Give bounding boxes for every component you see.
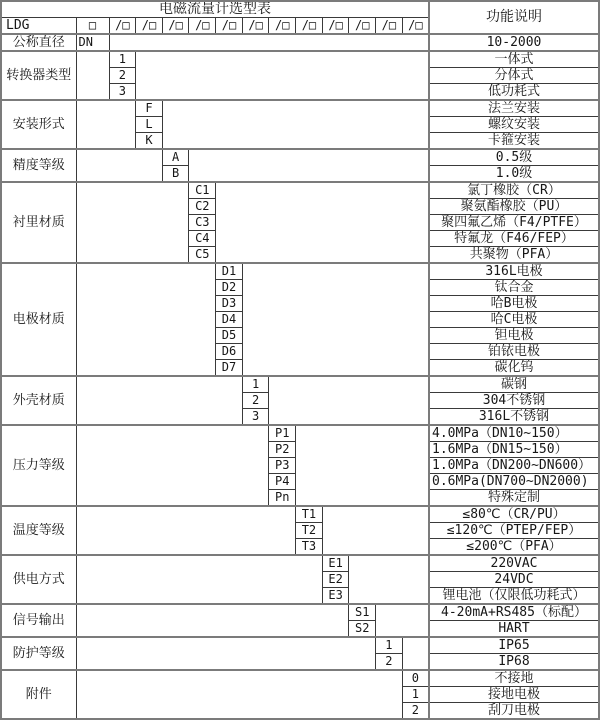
function-value-cell: IP68 xyxy=(429,654,599,671)
code-cell: L xyxy=(136,117,163,133)
spacer-cell xyxy=(189,149,429,182)
spec-row xyxy=(1,555,599,572)
code-cell: D3 xyxy=(216,296,243,312)
code-cell: 1 xyxy=(109,51,136,68)
function-value-cell: 304不锈钢 xyxy=(429,393,599,409)
code-cell: S2 xyxy=(349,621,376,638)
function-value-cell: 卡箍安装 xyxy=(429,133,599,150)
function-value-cell: 10-2000 xyxy=(429,34,599,51)
spacer-cell xyxy=(269,376,429,425)
code-cell: T1 xyxy=(296,506,323,523)
function-value-cell: 刮刀电极 xyxy=(429,703,599,720)
group-label: 安装形式 xyxy=(1,100,76,149)
group-label: 公称直径 xyxy=(1,34,76,51)
function-value-cell: 低功耗式 xyxy=(429,84,599,101)
title-row xyxy=(1,1,599,18)
function-value-cell: 锂电池（仅限低功耗式） xyxy=(429,588,599,605)
spec-row xyxy=(1,604,599,621)
code-cell: P1 xyxy=(269,425,296,442)
model-code-slot: /□ xyxy=(109,18,136,35)
code-cell: S1 xyxy=(349,604,376,621)
group-label: 信号输出 xyxy=(1,604,76,637)
function-value-cell: ≤200℃（PFA） xyxy=(429,539,599,556)
function-value-cell: 24VDC xyxy=(429,572,599,588)
function-value-cell: 0.6MPa(DN700~DN2000) xyxy=(429,474,599,490)
code-cell: D7 xyxy=(216,360,243,377)
group-label: 附件 xyxy=(1,670,76,719)
function-value-cell: 法兰安装 xyxy=(429,100,599,117)
code-cell: P2 xyxy=(269,442,296,458)
spec-row xyxy=(1,425,599,442)
table-title: 电磁流量计选型表 xyxy=(1,1,429,18)
model-code-slot: /□ xyxy=(402,18,429,35)
group-label: 转换器类型 xyxy=(1,51,76,100)
spacer-cell xyxy=(162,100,429,149)
group-label: 压力等级 xyxy=(1,425,76,506)
spec-row xyxy=(1,51,599,68)
function-value-cell: HART xyxy=(429,621,599,638)
spacer-cell xyxy=(76,376,242,425)
code-cell: D2 xyxy=(216,280,243,296)
model-code-slot: /□ xyxy=(376,18,403,35)
group-label: 外壳材质 xyxy=(1,376,76,425)
function-value-cell: 316L电极 xyxy=(429,263,599,280)
code-cell: DN xyxy=(76,34,109,51)
spec-row xyxy=(1,149,599,166)
function-value-cell: 哈C电极 xyxy=(429,312,599,328)
group-label: 精度等级 xyxy=(1,149,76,182)
spec-row xyxy=(1,263,599,280)
spec-row xyxy=(1,34,599,51)
group-label: 电极材质 xyxy=(1,263,76,376)
code-cell: E1 xyxy=(322,555,349,572)
code-cell: B xyxy=(162,166,189,183)
code-cell: D5 xyxy=(216,328,243,344)
code-cell: T3 xyxy=(296,539,323,556)
model-code-slot: /□ xyxy=(136,18,163,35)
spacer-cell xyxy=(76,51,109,100)
code-cell: E3 xyxy=(322,588,349,605)
code-cell: P4 xyxy=(269,474,296,490)
spacer-cell xyxy=(76,182,189,263)
function-value-cell: 螺纹安装 xyxy=(429,117,599,133)
code-cell: C2 xyxy=(189,199,216,215)
group-label: 防护等级 xyxy=(1,637,76,670)
spec-row xyxy=(1,100,599,117)
function-value-cell: ≤80℃（CR/PU） xyxy=(429,506,599,523)
spec-row xyxy=(1,637,599,654)
spacer-cell xyxy=(76,149,162,182)
model-code-slot: /□ xyxy=(269,18,296,35)
code-cell: 2 xyxy=(402,703,429,720)
model-code-slot: /□ xyxy=(242,18,269,35)
spacer-cell xyxy=(109,34,429,51)
code-cell: 0 xyxy=(402,670,429,687)
group-label: 衬里材质 xyxy=(1,182,76,263)
function-value-cell: 316L不锈钢 xyxy=(429,409,599,426)
code-cell: D6 xyxy=(216,344,243,360)
spacer-cell xyxy=(76,604,349,637)
code-cell: 1 xyxy=(242,376,269,393)
function-value-cell: 接地电极 xyxy=(429,687,599,703)
code-cell: 1 xyxy=(376,637,403,654)
code-cell: C3 xyxy=(189,215,216,231)
group-label: 供电方式 xyxy=(1,555,76,604)
code-cell: A xyxy=(162,149,189,166)
model-prefix-cell: LDG xyxy=(1,18,76,35)
model-code-slot: /□ xyxy=(349,18,376,35)
function-value-cell: 碳化钨 xyxy=(429,360,599,377)
spacer-cell xyxy=(296,425,429,506)
code-cell: C1 xyxy=(189,182,216,199)
code-cell: E2 xyxy=(322,572,349,588)
code-cell: D4 xyxy=(216,312,243,328)
spacer-cell xyxy=(216,182,429,263)
group-label: 温度等级 xyxy=(1,506,76,555)
spacer-cell xyxy=(76,100,136,149)
function-value-cell: IP65 xyxy=(429,637,599,654)
spacer-cell xyxy=(76,637,376,670)
function-value-cell: 氯丁橡胶（CR） xyxy=(429,182,599,199)
spacer-cell xyxy=(76,555,322,604)
function-value-cell: 铂铱电极 xyxy=(429,344,599,360)
function-value-cell: 聚氨酯橡胶（PU） xyxy=(429,199,599,215)
spec-row xyxy=(1,376,599,393)
spec-row xyxy=(1,182,599,199)
code-cell: D1 xyxy=(216,263,243,280)
code-cell: P3 xyxy=(269,458,296,474)
function-column-header: 功能说明 xyxy=(429,1,599,34)
spacer-cell xyxy=(349,555,429,604)
code-cell: K xyxy=(136,133,163,150)
code-cell: Pn xyxy=(269,490,296,507)
function-value-cell: 钛合金 xyxy=(429,280,599,296)
model-code-slot: /□ xyxy=(216,18,243,35)
code-cell: 2 xyxy=(242,393,269,409)
function-value-cell: 特氟龙（F46/FEP） xyxy=(429,231,599,247)
model-code-slot: /□ xyxy=(162,18,189,35)
spacer-cell xyxy=(242,263,429,376)
function-value-cell: 共聚物（PFA） xyxy=(429,247,599,264)
model-code-slot: /□ xyxy=(322,18,349,35)
spacer-cell xyxy=(76,506,296,555)
spacer-cell xyxy=(136,51,429,100)
function-value-cell: 1.0MPa（DN200~DN600） xyxy=(429,458,599,474)
code-cell: C4 xyxy=(189,231,216,247)
function-value-cell: 4-20mA+RS485（标配） xyxy=(429,604,599,621)
code-cell: 3 xyxy=(109,84,136,101)
spacer-cell xyxy=(376,604,429,637)
code-cell: C5 xyxy=(189,247,216,264)
model-code-slot: /□ xyxy=(189,18,216,35)
function-value-cell: 分体式 xyxy=(429,68,599,84)
spacer-cell xyxy=(76,670,402,719)
spacer-cell xyxy=(322,506,429,555)
function-value-cell: 1.6MPa（DN15~150） xyxy=(429,442,599,458)
spec-row xyxy=(1,506,599,523)
code-cell: 1 xyxy=(402,687,429,703)
model-code-box: □ xyxy=(76,18,109,35)
function-value-cell: 特殊定制 xyxy=(429,490,599,507)
spec-row xyxy=(1,670,599,687)
code-cell: 3 xyxy=(242,409,269,426)
function-value-cell: 哈B电极 xyxy=(429,296,599,312)
model-code-slot: /□ xyxy=(296,18,323,35)
function-value-cell: 0.5级 xyxy=(429,149,599,166)
code-cell: 2 xyxy=(376,654,403,671)
function-value-cell: 220VAC xyxy=(429,555,599,572)
function-value-cell: ≤120℃（PTEP/FEP） xyxy=(429,523,599,539)
function-value-cell: 碳钢 xyxy=(429,376,599,393)
function-value-cell: 1.0级 xyxy=(429,166,599,183)
function-value-cell: 聚四氟乙烯（F4/PTFE） xyxy=(429,215,599,231)
spacer-cell xyxy=(402,637,429,670)
function-value-cell: 4.0MPa（DN10~150） xyxy=(429,425,599,442)
function-value-cell: 不接地 xyxy=(429,670,599,687)
code-cell: F xyxy=(136,100,163,117)
code-cell: 2 xyxy=(109,68,136,84)
spacer-cell xyxy=(76,263,216,376)
function-value-cell: 钽电极 xyxy=(429,328,599,344)
code-cell: T2 xyxy=(296,523,323,539)
spacer-cell xyxy=(76,425,269,506)
function-value-cell: 一体式 xyxy=(429,51,599,68)
